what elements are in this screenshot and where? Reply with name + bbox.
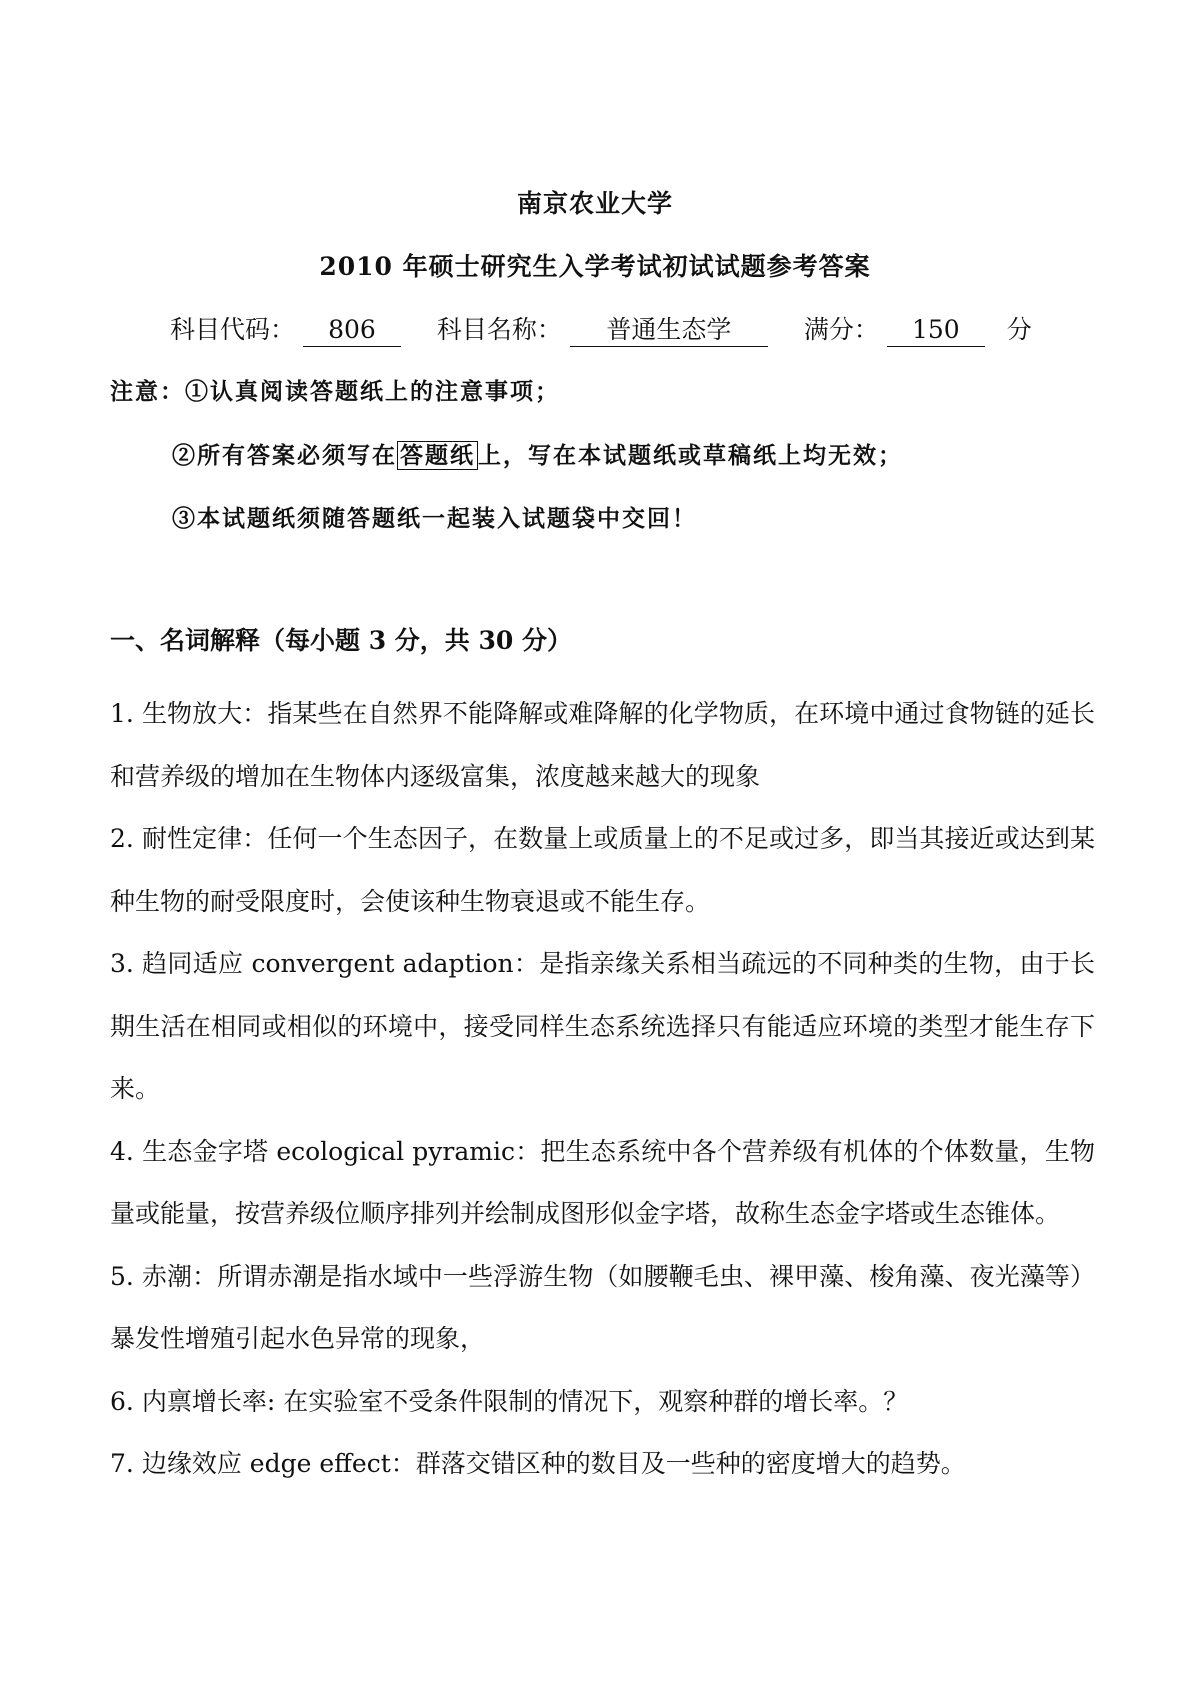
item-number: 5. bbox=[110, 1261, 134, 1291]
notice-line-2-before: ②所有答案必须写在 bbox=[172, 442, 397, 469]
item-text: 趋同适应 convergent adaption：是指亲缘关系相当疏远的不同种类的生物，由于长期生活在相同或相似的环境中，接受同样生态系统选择只有能适应环境的类型才能生存下来。 bbox=[110, 949, 1095, 1103]
university-title: 南京农业大学 bbox=[516, 189, 673, 218]
definition-item bbox=[110, 808, 1095, 933]
subject-info-line bbox=[170, 310, 1070, 347]
definition-item bbox=[110, 1433, 1095, 1496]
full-score-unit: 分 bbox=[1006, 315, 1032, 344]
definition-item bbox=[110, 1121, 1095, 1246]
notice-line-2 bbox=[172, 437, 903, 470]
definition-item bbox=[110, 1371, 1095, 1434]
definition-item bbox=[110, 1246, 1095, 1371]
item-text: 耐性定律：任何一个生态因子，在数量上或质量上的不足或过多，即当其接近或达到某种生物的耐受限度时，会使该种生物衰退或不能生存。 bbox=[110, 824, 1095, 916]
full-score-label: 满分： bbox=[803, 315, 879, 344]
definition-list bbox=[110, 683, 1095, 1496]
section-title: 一、名词解释（每小题 3 分，共 30 分） bbox=[110, 626, 573, 655]
item-number: 6. bbox=[110, 1386, 134, 1416]
notice-line-1: 注意：①认真阅读答题纸上的注意事项； bbox=[110, 378, 560, 405]
item-number: 1. bbox=[110, 699, 134, 728]
item-text: 生态金字塔 ecological pyramic：把生态系统中各个营养级有机体的个体数量，生物量或能量，按营养级位顺序排列并绘制成图形似金字塔，故称生态金字塔或生态锥体。 bbox=[110, 1136, 1095, 1228]
item-text: 边缘效应 edge effect：群落交错区种的数目及一些种的密度增大的趋势。 bbox=[141, 1449, 966, 1478]
item-number: 2. bbox=[110, 824, 134, 853]
subject-code-value: 806 bbox=[303, 314, 401, 347]
definition-item bbox=[110, 683, 1095, 808]
subject-name-value: 普通生态学 bbox=[570, 314, 768, 347]
item-number: 3. bbox=[110, 949, 134, 978]
item-text: 生物放大：指某些在自然界不能降解或难降解的化学物质，在环境中通过食物链的延长和营养级的增加在生物体内逐级富集，浓度越来越大的现象 bbox=[110, 699, 1095, 791]
subject-name-label: 科目名称： bbox=[436, 315, 562, 344]
item-text: 内禀增长率: 在实验室不受条件限制的情况下，观察种群的增长率。？ bbox=[141, 1386, 909, 1416]
item-number: 4. bbox=[110, 1136, 134, 1166]
notice-line-2-after: 上，写在本试题纸或草稿纸上均无效； bbox=[478, 442, 903, 469]
item-number: 7. bbox=[110, 1449, 134, 1478]
item-text: 赤潮：所谓赤潮是指水域中一些浮游生物（如腰鞭毛虫、裸甲藻、梭角藻、夜光藻等）暴发性增殖引起水色异常的现象， bbox=[110, 1261, 1095, 1353]
exam-title: 2010 年硕士研究生入学考试初试试题参考答案 bbox=[319, 252, 871, 281]
notice-line-3: ③本试题纸须随答题纸一起装入试题袋中交回！ bbox=[172, 505, 697, 532]
notice-boxed-answer-sheet: 答题纸 bbox=[397, 441, 478, 470]
definition-item bbox=[110, 933, 1095, 1121]
full-score-value: 150 bbox=[887, 314, 985, 347]
subject-code-label: 科目代码： bbox=[170, 315, 296, 344]
